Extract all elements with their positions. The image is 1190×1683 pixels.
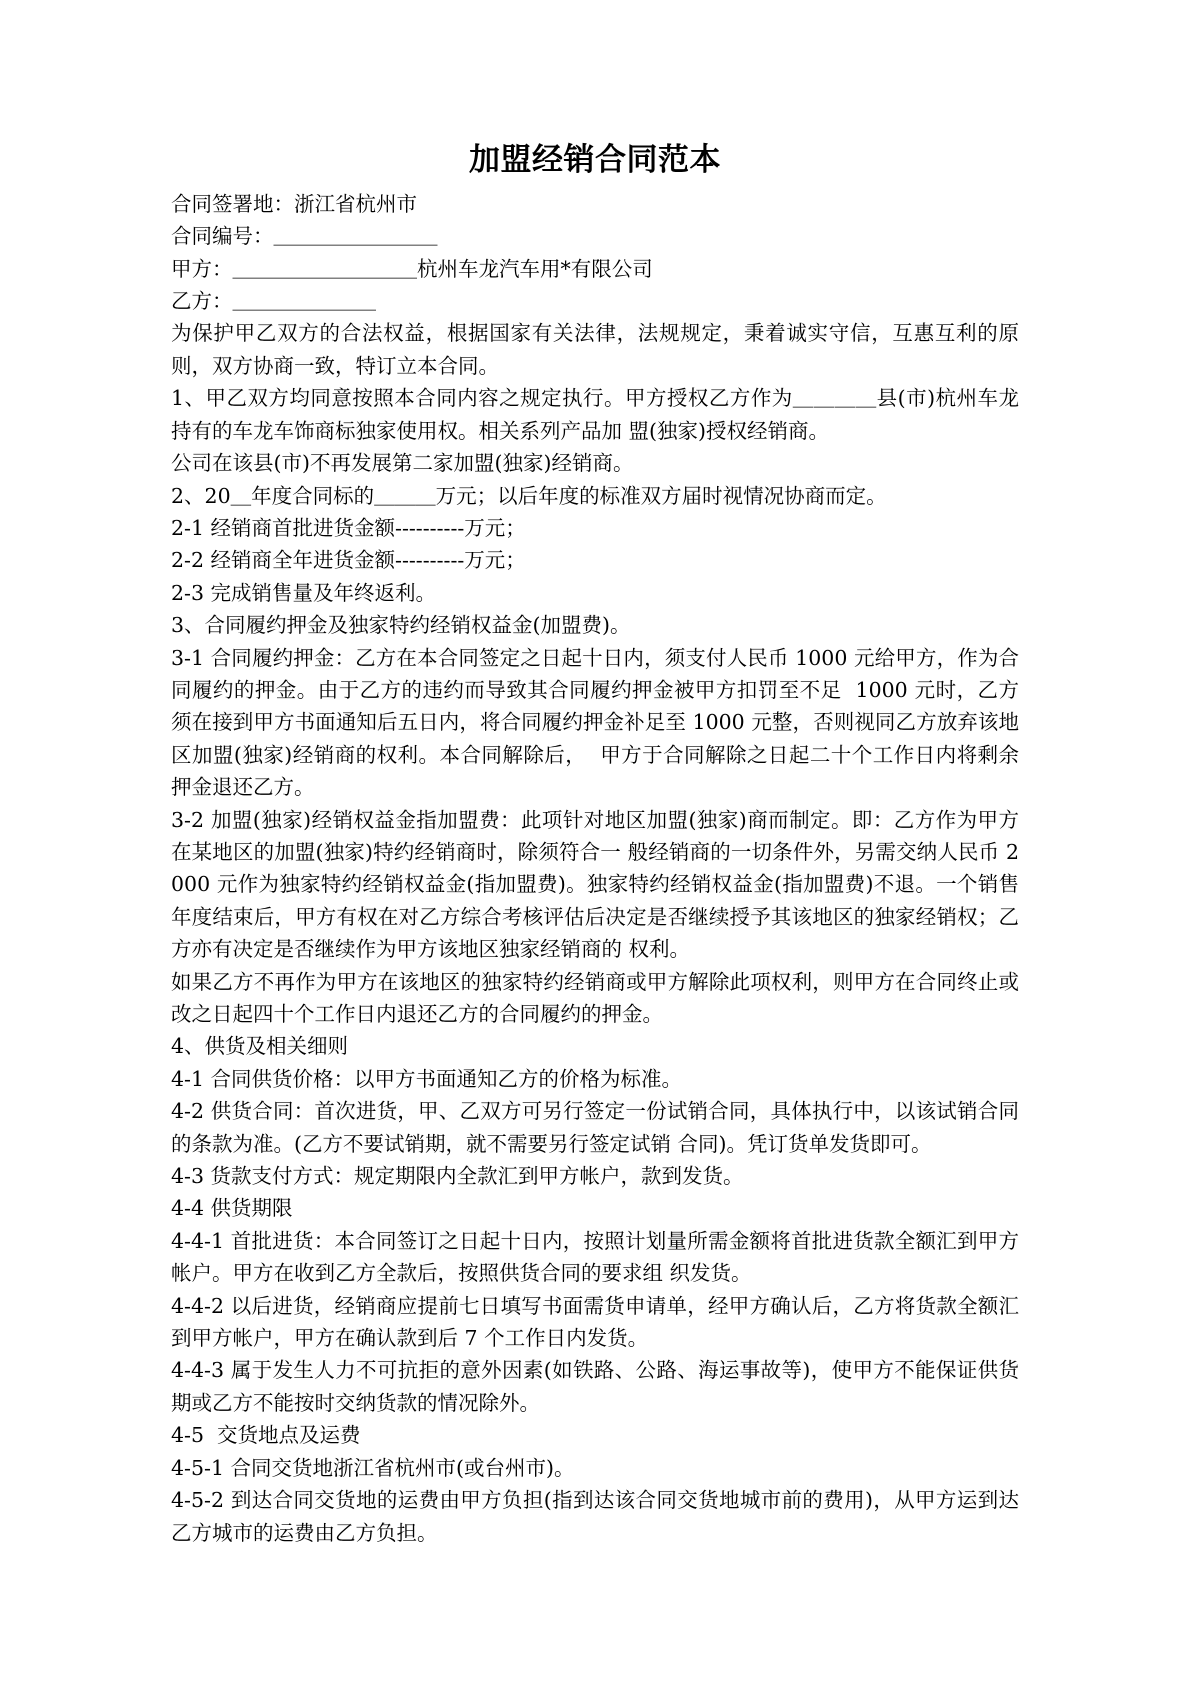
paragraph-signing-place: 合同签署地：浙江省杭州市	[171, 191, 417, 216]
paragraph-clause-4: 4、供货及相关细则	[171, 1034, 349, 1059]
paragraph-clause-4-3: 4-3 货款支付方式：规定期限内全款汇到甲方帐户，款到发货。	[171, 1164, 744, 1189]
paragraph-clause-4-1: 4-1 合同供货价格：以甲方书面通知乙方的价格为标准。	[171, 1066, 683, 1091]
document-body	[171, 140, 1019, 1549]
page-title: 加盟经销合同范本	[469, 142, 721, 178]
paragraph-contract-number: 合同编号：＿＿＿＿＿＿＿＿	[171, 224, 438, 249]
paragraph-clause-4-4-3: 4-4-3 属于发生人力不可抗拒的意外因素(如铁路、公路、海运事故等)，使甲方不能保证供货期或乙方不能按时交纳货款的情况除外。	[171, 1358, 1019, 1415]
paragraph-clause-4-4-2: 4-4-2 以后进货，经销商应提前七日填写书面需货申请单，经甲方确认后，乙方将货款全额汇到甲方帐户，甲方在确认款到后 7 个工作日内发货。	[171, 1293, 1019, 1351]
paragraph-preamble: 为保护甲乙双方的合法权益，根据国家有关法律，法规规定，秉着诚实守信，互惠互利的原则，双方协商一致，特订立本合同。	[171, 321, 1019, 378]
paragraph-clause-4-5-1: 4-5-1 合同交货地浙江省杭州市(或台州市)。	[171, 1455, 575, 1480]
paragraph-clause-2-2: 2-2 经销商全年进货金额----------万元；	[171, 548, 526, 573]
paragraph-clause-2-1: 2-1 经销商首批进货金额----------万元；	[171, 515, 526, 540]
paragraph-clause-1: 1、甲乙双方均同意按照本合同内容之规定执行。甲方授权乙方作为＿＿＿＿县(市)杭州车龙持有的车龙车饰商标独家使用权。相关系列产品加 盟(独家)授权经销商。	[171, 386, 1019, 443]
paragraph-clause-3: 3、合同履约押金及独家特约经销权益金(加盟费)。	[171, 613, 631, 638]
paragraph-clause-2: 2、20＿年度合同标的＿＿＿万元；以后年度的标准双方届时视情况协商而定。	[171, 483, 887, 508]
paragraph-party-b: 乙方：＿＿＿＿＿＿＿	[171, 289, 376, 314]
paragraph-clause-3-2-cont: 如果乙方不再作为甲方在该地区的独家特约经销商或甲方解除此项权利，则甲方在合同终止或改之日起四十个工作日内退还乙方的合同履约的押金。	[171, 969, 1019, 1026]
paragraph-clause-2-3: 2-3 完成销售量及年终返利。	[171, 580, 437, 605]
paragraph-clause-4-4-1: 4-4-1 首批进货：本合同签订之日起十日内，按照计划量所需金额将首批进货款全额汇到甲方帐户。甲方在收到乙方全款后，按照供货合同的要求组 织发货。	[171, 1228, 1019, 1286]
paragraph-clause-4-5-2: 4-5-2 到达合同交货地的运费由甲方负担(指到达该合同交货地城市前的费用)，从甲方运到达乙方城市的运费由乙方负担。	[171, 1488, 1019, 1545]
paragraph-clause-3-2: 3-2 加盟(独家)经销权益金指加盟费：此项针对地区加盟(独家)商而制定。即：乙方作为甲方在某地区的加盟(独家)特约经销商时，除须符合一 般经销商的一切条件外，另需交纳人民币 2000 元作为独家特约经销权益金(指加盟费)。独家特约经销权益金(指加盟费)不退。一个销售年度结束后，甲方有权在对乙方综合考核评估后决定是否继续授予其该地区的独家经销权；乙方亦有决定是否继续作为甲方该地区独家经销商的 权利。	[171, 807, 1019, 962]
paragraph-clause-4-4: 4-4 供货期限	[171, 1196, 293, 1221]
paragraph-party-a: 甲方：＿＿＿＿＿＿＿＿＿杭州车龙汽车用*有限公司	[171, 256, 653, 281]
paragraph-clause-1-cont: 公司在该县(市)不再发展第二家加盟(独家)经销商。	[171, 451, 634, 476]
paragraph-clause-4-5: 4-5 交货地点及运费	[171, 1423, 361, 1448]
paragraph-clause-3-1: 3-1 合同履约押金：乙方在本合同签定之日起十日内，须支付人民币 1000 元给甲方，作为合同履约的押金。由于乙方的违约而导致其合同履约押金被甲方扣罚至不足 1000 元时，乙方须在接到甲方书面通知后五日内，将合同履约押金补足至 1000 元整，否则视同乙方放弃该地区加盟(独家)经销商的权利。本合同解除后， 甲方于合同解除之日起二十个工作日内将剩余押金退还乙方。	[171, 645, 1019, 800]
paragraph-clause-4-2: 4-2 供货合同：首次进货，甲、乙双方可另行签定一份试销合同，具体执行中，以该试销合同的条款为准。(乙方不要试销期，就不需要另行签定试销 合同)。凭订货单发货即可。	[171, 1099, 1019, 1156]
